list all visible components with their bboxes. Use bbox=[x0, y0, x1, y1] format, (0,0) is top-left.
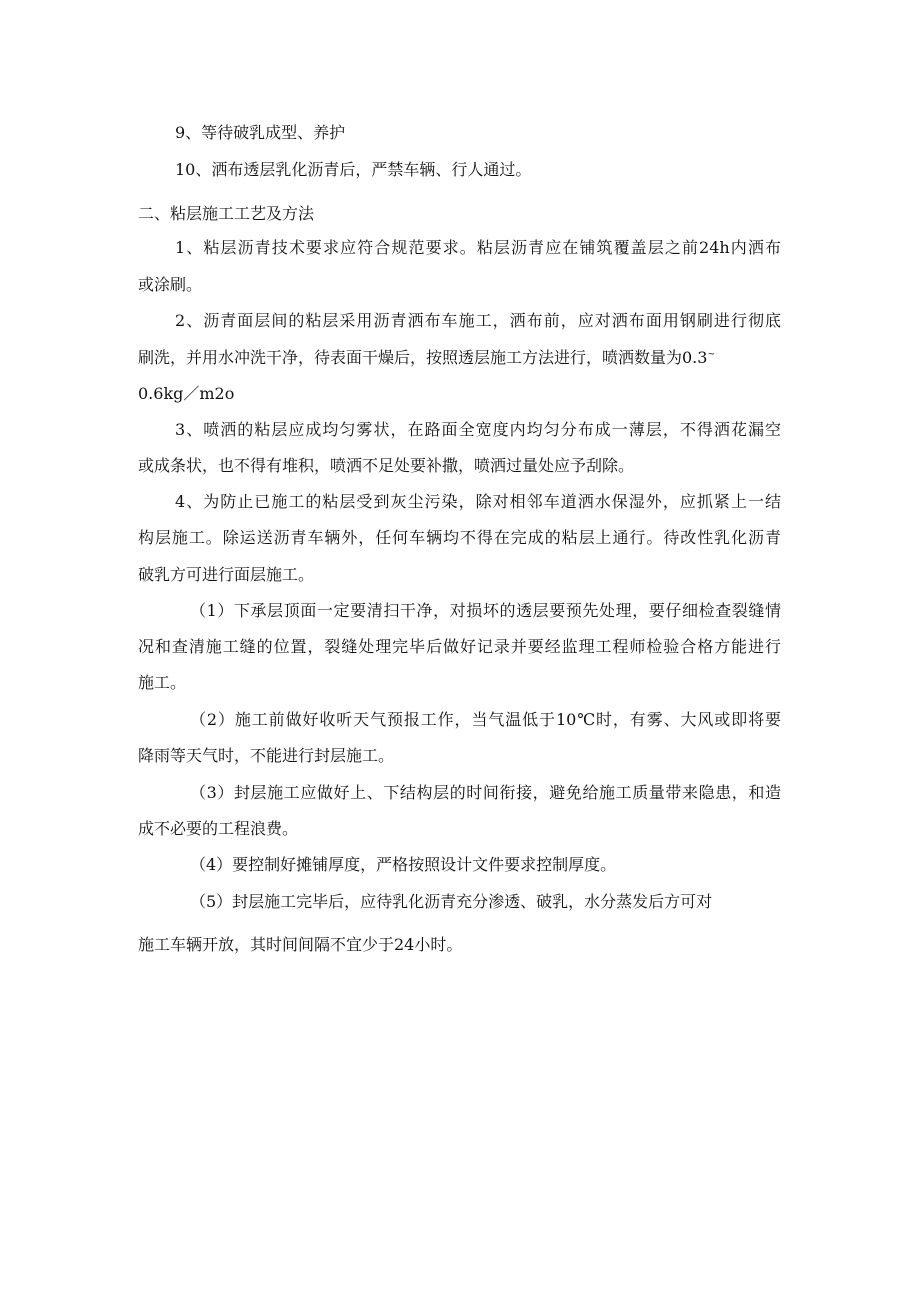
paragraph-1-line-1: 1、粘层沥青技术要求应符合规范要求。粘层沥青应在铺筑覆盖层之前24h内洒布 bbox=[175, 238, 781, 257]
list-item-9: 9、等待破乳成型、养护 bbox=[175, 123, 346, 142]
paragraph-4-line-1: 4、为防止已施工的粘层受到灰尘污染，除对相邻车道洒水保湿外，应抓紧上一结 bbox=[175, 492, 781, 511]
sub-item-4: （4）要控制好摊铺厚度，严格按照设计文件要求控制厚度。 bbox=[190, 855, 617, 874]
paragraph-3-line-2: 或成条状，也不得有堆积，喷洒不足处要补撒，喷洒过量处应予刮除。 bbox=[138, 456, 635, 475]
paragraph-1-line-2: 或涂刷。 bbox=[138, 275, 203, 294]
paragraph-2-line-1: 2、沥青面层间的粘层采用沥青洒布车施工，洒布前，应对洒布面用钢刷进行彻底 bbox=[175, 311, 781, 330]
paragraph-2-line-2-text: 刷洗，并用水冲洗干净，待表面干燥后，按照透层施工方法进行，喷洒数量为0.3 bbox=[138, 348, 708, 367]
paragraph-2-line-3: 0.6kg／m2o bbox=[138, 384, 235, 403]
sub-item-3-line-1: （3）封层施工应做好上、下结构层的时间衔接，避免给施工质量带来隐患，和造 bbox=[190, 783, 781, 802]
sub-item-5-line-1: （5）封层施工完毕后，应待乳化沥青充分渗透、破乳，水分蒸发后方可对 bbox=[190, 892, 713, 911]
paragraph-4-line-2: 构层施工。除运送沥青车辆外，任何车辆均不得在完成的粘层上通行。待改性乳化沥青 bbox=[138, 528, 781, 547]
list-item-10: 10、洒布透层乳化沥青后，严禁车辆、行人通过。 bbox=[175, 160, 532, 179]
range-tilde: ~ bbox=[707, 349, 715, 360]
paragraph-3-line-1: 3、喷洒的粘层应成均匀雾状，在路面全宽度内均匀分布成一薄层，不得洒花漏空 bbox=[175, 420, 781, 439]
sub-item-2-line-2: 降雨等天气时，不能进行封层施工。 bbox=[138, 746, 395, 765]
sub-item-1-line-3: 施工。 bbox=[138, 673, 187, 692]
sub-item-1-line-2: 况和查清施工缝的位置，裂缝处理完毕后做好记录并要经监理工程师检验合格方能进行 bbox=[138, 637, 781, 656]
sub-item-2-line-1: （2）施工前做好收听天气预报工作，当气温低于10℃时，有雾、大风或即将要 bbox=[190, 710, 781, 729]
sub-item-1-line-1: （1）下承层顶面一定要清扫干净，对损坏的透层要预先处理，要仔细检查裂缝情 bbox=[190, 601, 781, 620]
sub-item-5-line-2: 施工车辆开放，其时间间隔不宜少于24小时。 bbox=[138, 935, 463, 954]
section-heading: 二、粘层施工工艺及方法 bbox=[138, 204, 315, 223]
paragraph-2-line-2 bbox=[138, 348, 781, 368]
sub-item-3-line-2: 成不必要的工程浪费。 bbox=[138, 819, 299, 838]
paragraph-4-line-3: 破乳方可进行面层施工。 bbox=[138, 565, 315, 584]
